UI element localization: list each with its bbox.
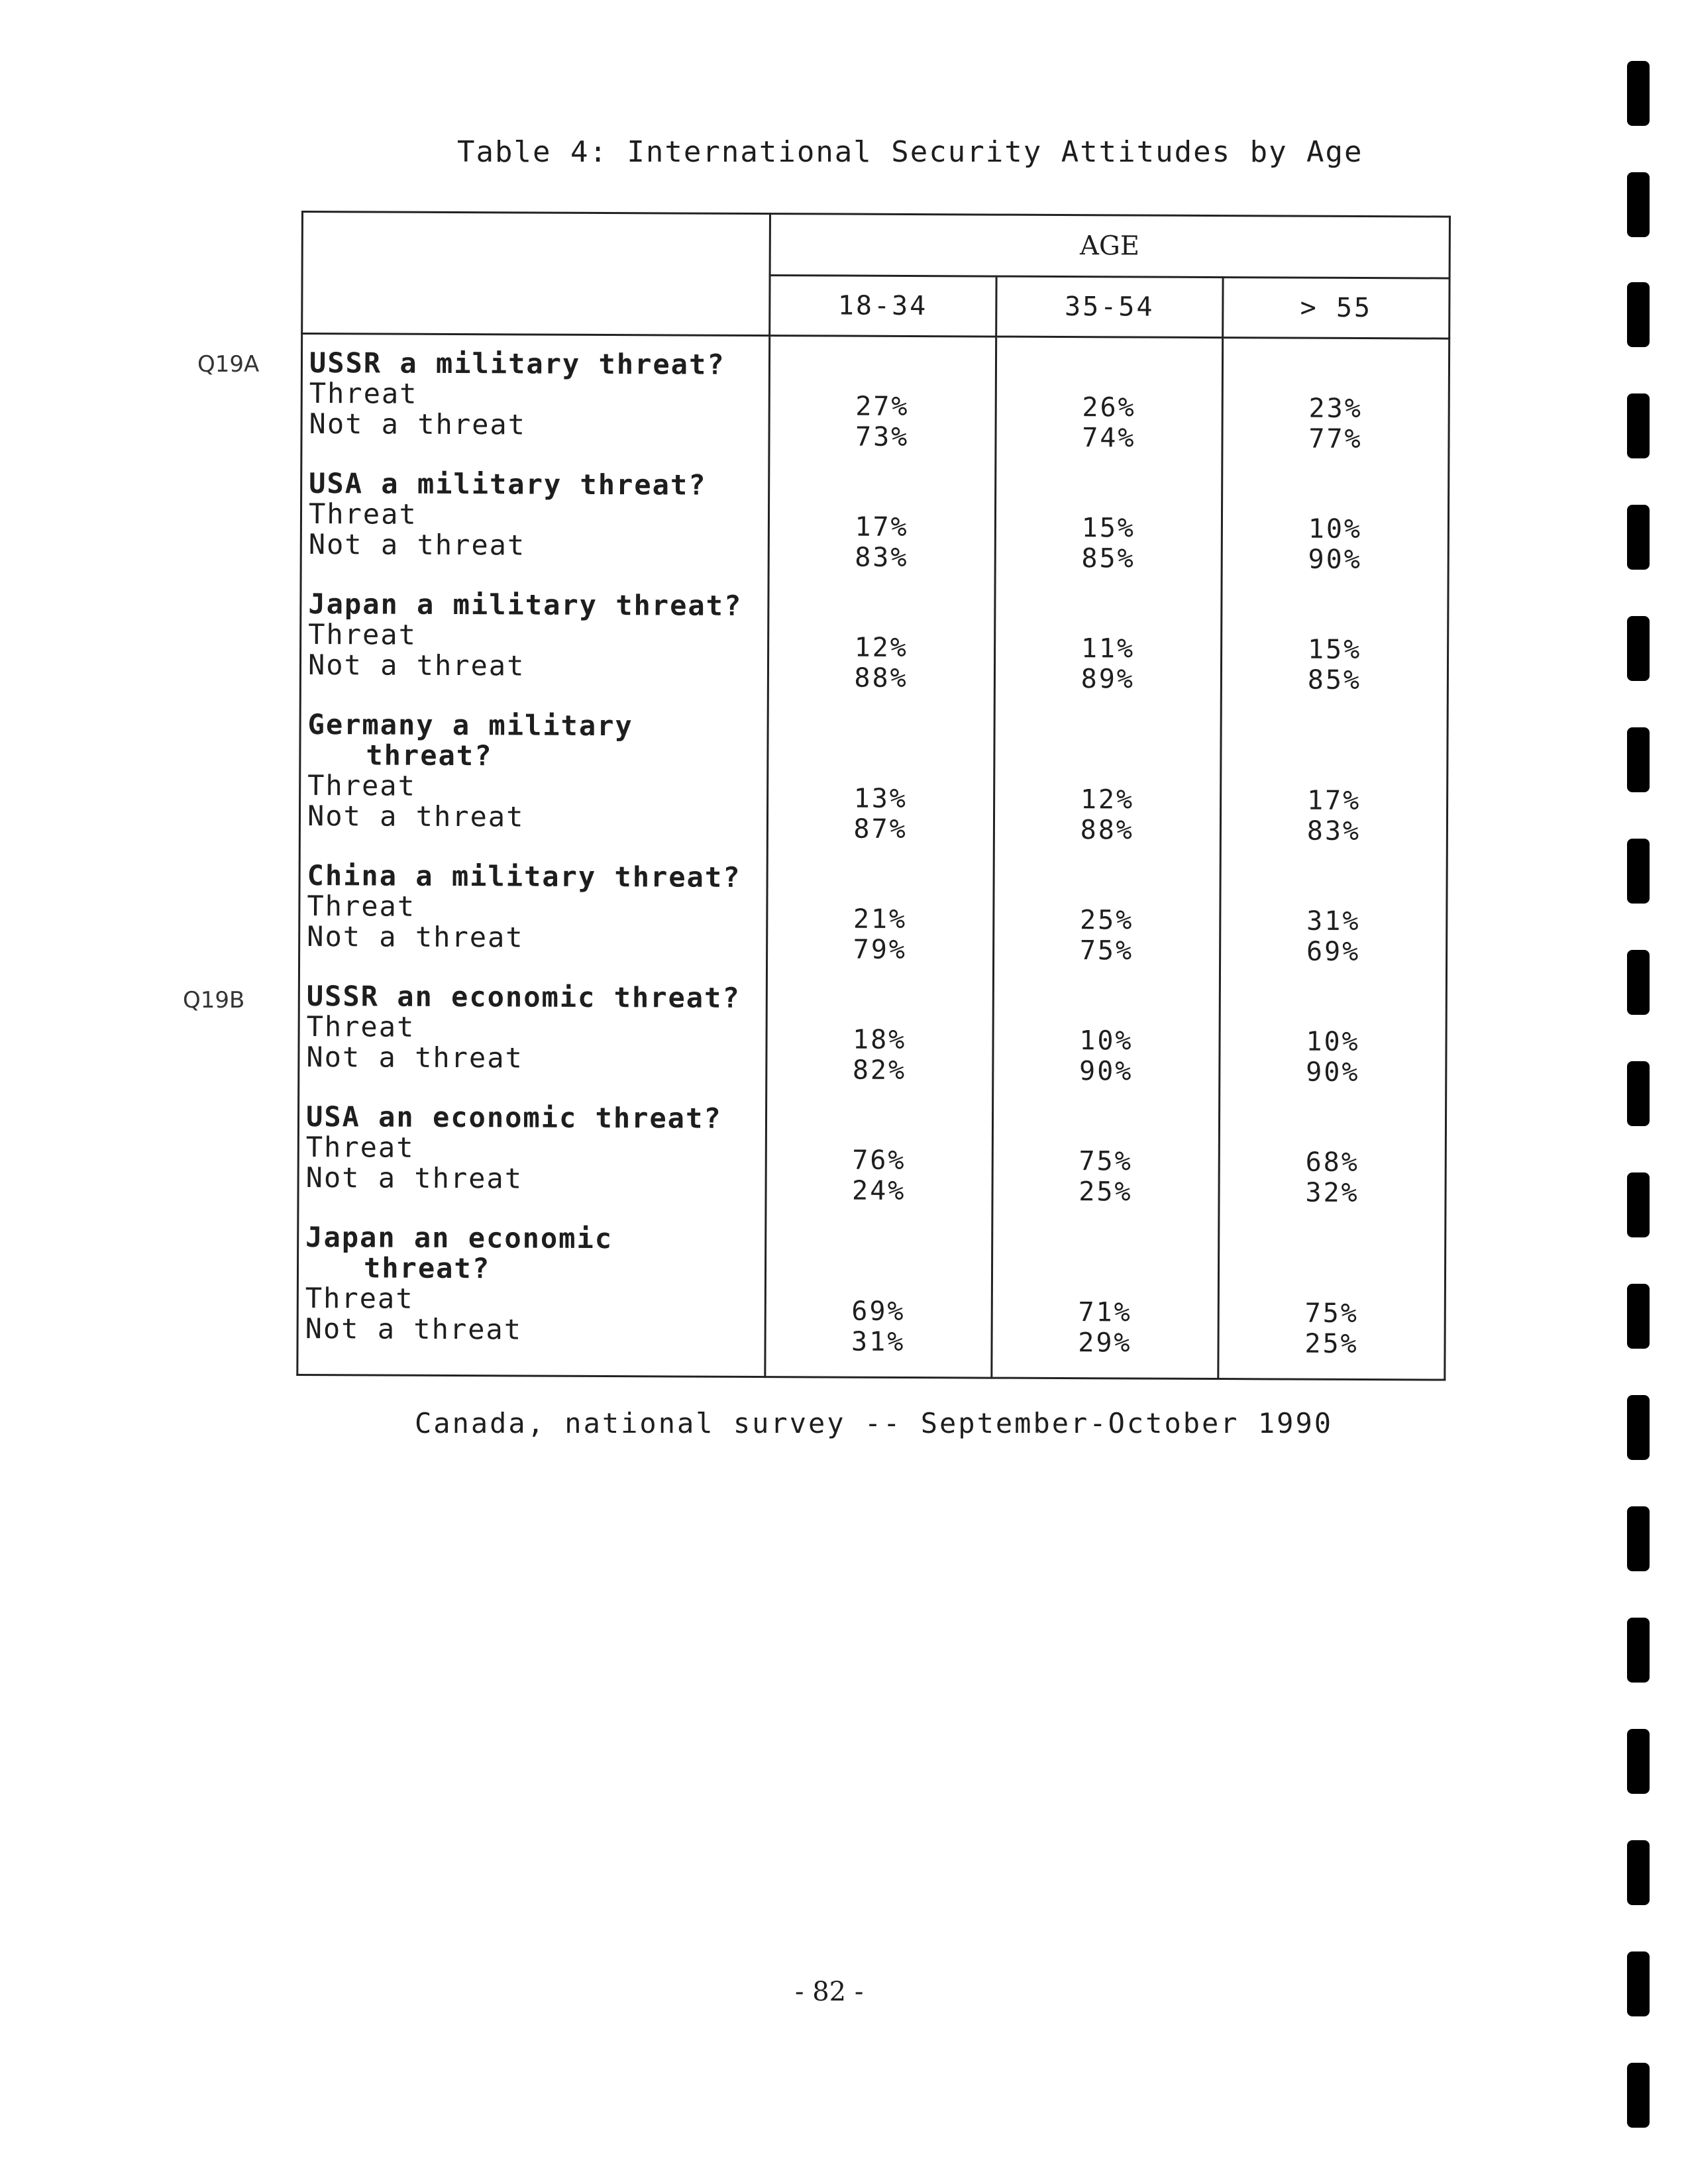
value-group bbox=[995, 713, 1219, 864]
column-header-18-34: 18-34 bbox=[769, 276, 996, 337]
value-group bbox=[766, 1224, 990, 1376]
binding-hole bbox=[1627, 505, 1650, 570]
binding-hole bbox=[1627, 61, 1650, 126]
value-not-threat: 83% bbox=[855, 542, 909, 574]
question-group bbox=[305, 1222, 764, 1375]
age-group-header: AGE bbox=[770, 214, 1450, 278]
value-not-threat: 88% bbox=[854, 662, 908, 694]
question-group bbox=[305, 1102, 764, 1224]
value-not-threat: 75% bbox=[1079, 935, 1134, 966]
binding-hole bbox=[1627, 1729, 1650, 1794]
value-threat: 10% bbox=[1079, 1025, 1133, 1057]
binding-hole bbox=[1627, 282, 1650, 347]
column-header-over-55: > 55 bbox=[1223, 278, 1449, 338]
answer-label-threat: Threat bbox=[308, 618, 417, 651]
value-group bbox=[1220, 1226, 1444, 1378]
value-not-threat: 74% bbox=[1082, 423, 1136, 454]
binding-hole bbox=[1627, 616, 1650, 681]
answer-label-not-threat: Not a threat bbox=[306, 1041, 523, 1074]
value-group bbox=[770, 470, 994, 592]
value-group bbox=[996, 592, 1220, 713]
value-group bbox=[994, 1105, 1218, 1226]
value-threat: 12% bbox=[1080, 784, 1135, 815]
question-text: USSR an economic threat? bbox=[306, 980, 741, 1014]
value-threat: 75% bbox=[1304, 1298, 1359, 1329]
question-text: USA an economic threat? bbox=[305, 1100, 722, 1135]
value-threat: 15% bbox=[1081, 513, 1136, 544]
value-group bbox=[1223, 593, 1447, 714]
value-threat: 71% bbox=[1078, 1297, 1132, 1328]
question-text: China a military threat? bbox=[307, 859, 741, 894]
value-threat: 76% bbox=[852, 1145, 906, 1176]
value-threat: 11% bbox=[1080, 633, 1135, 664]
page-number: - 82 - bbox=[795, 1977, 864, 2007]
value-group bbox=[1222, 864, 1446, 986]
value-group bbox=[768, 862, 992, 984]
binding-hole bbox=[1627, 2063, 1650, 2128]
binding-hole bbox=[1627, 950, 1650, 1015]
answer-label-threat: Threat bbox=[308, 497, 417, 531]
value-threat: 69% bbox=[851, 1296, 906, 1327]
value-not-threat: 69% bbox=[1306, 936, 1361, 967]
answer-label-threat: Threat bbox=[309, 377, 418, 410]
question-labels-column bbox=[297, 334, 769, 1377]
answer-label-not-threat: Not a threat bbox=[305, 1161, 523, 1195]
value-threat: 68% bbox=[1305, 1147, 1359, 1178]
value-group bbox=[1224, 472, 1448, 594]
value-not-threat: 31% bbox=[851, 1326, 906, 1357]
binding-hole bbox=[1627, 1284, 1650, 1349]
binding-hole bbox=[1627, 727, 1650, 792]
value-not-threat: 77% bbox=[1308, 423, 1363, 454]
binding-hole bbox=[1627, 393, 1650, 458]
binding-hole bbox=[1627, 1618, 1650, 1683]
value-threat: 75% bbox=[1079, 1146, 1133, 1177]
value-not-threat: 90% bbox=[1079, 1056, 1133, 1087]
value-threat: 13% bbox=[853, 783, 908, 815]
value-threat: 10% bbox=[1308, 513, 1363, 545]
question-group bbox=[307, 860, 766, 983]
value-group bbox=[1222, 713, 1446, 865]
binding-hole bbox=[1627, 1395, 1650, 1460]
value-not-threat: 90% bbox=[1306, 1057, 1360, 1088]
value-threat: 12% bbox=[854, 632, 909, 664]
value-not-threat: 25% bbox=[1079, 1176, 1133, 1208]
value-group bbox=[1221, 985, 1445, 1106]
values-column-over-55 bbox=[1218, 338, 1449, 1380]
question-group bbox=[309, 468, 768, 591]
column-header-35-54: 35-54 bbox=[996, 276, 1223, 337]
answer-label-threat: Threat bbox=[305, 1131, 415, 1164]
question-code-q19b: Q19B bbox=[183, 987, 245, 1014]
value-not-threat: 79% bbox=[853, 934, 908, 965]
value-not-threat: 25% bbox=[1304, 1328, 1359, 1359]
question-text: Germany a military bbox=[307, 708, 633, 743]
value-threat: 15% bbox=[1307, 634, 1362, 665]
table-title: Table 4: International Security Attitudes by Age bbox=[457, 135, 1363, 169]
question-text: Japan a military threat? bbox=[308, 588, 743, 622]
binding-hole bbox=[1627, 1951, 1650, 2016]
answer-label-threat: Threat bbox=[306, 1010, 415, 1043]
value-not-threat: 73% bbox=[855, 421, 910, 453]
value-not-threat: 32% bbox=[1305, 1177, 1359, 1208]
binding-hole bbox=[1627, 839, 1650, 904]
value-group bbox=[768, 711, 992, 863]
value-group bbox=[767, 1104, 991, 1225]
value-group bbox=[993, 1225, 1217, 1377]
binding-hole bbox=[1627, 1840, 1650, 1905]
value-not-threat: 82% bbox=[852, 1055, 907, 1086]
value-not-threat: 87% bbox=[853, 813, 908, 845]
binding-hole bbox=[1627, 172, 1650, 237]
binding-hole bbox=[1627, 1506, 1650, 1571]
binding-hole bbox=[1627, 1172, 1650, 1237]
question-text-continued: threat? bbox=[363, 1251, 491, 1285]
question-text-continued: threat? bbox=[366, 739, 493, 772]
value-group bbox=[1220, 1106, 1444, 1227]
value-group bbox=[768, 983, 992, 1104]
value-threat: 27% bbox=[855, 391, 910, 423]
value-group bbox=[995, 864, 1219, 985]
binding-hole bbox=[1627, 1061, 1650, 1126]
question-group bbox=[308, 589, 767, 711]
value-not-threat: 29% bbox=[1078, 1327, 1132, 1359]
attitudes-table bbox=[296, 211, 1451, 1381]
value-threat: 26% bbox=[1082, 392, 1136, 423]
table-corner-blank bbox=[302, 212, 770, 336]
value-group bbox=[994, 984, 1218, 1106]
value-not-threat: 88% bbox=[1080, 815, 1135, 846]
answer-label-not-threat: Not a threat bbox=[308, 528, 526, 562]
value-threat: 25% bbox=[1080, 905, 1134, 936]
answer-label-threat: Threat bbox=[305, 1282, 414, 1315]
value-threat: 17% bbox=[855, 511, 909, 543]
value-threat: 31% bbox=[1306, 906, 1361, 937]
question-text: USSR a military threat? bbox=[309, 346, 725, 381]
answer-label-not-threat: Not a threat bbox=[307, 920, 524, 954]
value-not-threat: 90% bbox=[1308, 544, 1362, 575]
values-column-18-34 bbox=[764, 336, 996, 1378]
value-group bbox=[770, 350, 994, 471]
value-threat: 10% bbox=[1306, 1026, 1360, 1057]
value-group bbox=[997, 351, 1221, 472]
value-not-threat: 24% bbox=[851, 1175, 906, 1206]
answer-label-not-threat: Not a threat bbox=[309, 407, 527, 441]
value-threat: 23% bbox=[1308, 393, 1363, 424]
answer-label-not-threat: Not a threat bbox=[305, 1312, 523, 1346]
question-text: Japan an economic bbox=[305, 1221, 613, 1255]
question-group bbox=[307, 709, 767, 862]
value-not-threat: 85% bbox=[1081, 543, 1135, 574]
value-group bbox=[769, 591, 993, 712]
question-code-q19a: Q19A bbox=[197, 351, 260, 378]
survey-source-note: Canada, national survey -- September-October 1990 bbox=[415, 1407, 1334, 1439]
answer-label-not-threat: Not a threat bbox=[307, 649, 525, 682]
value-threat: 21% bbox=[853, 904, 908, 935]
answer-label-threat: Threat bbox=[307, 890, 416, 923]
question-group bbox=[309, 348, 768, 470]
value-group bbox=[1224, 352, 1448, 473]
question-text: USA a military threat? bbox=[309, 467, 707, 501]
values-column-35-54 bbox=[992, 337, 1223, 1378]
answer-label-threat: Threat bbox=[307, 769, 417, 802]
value-not-threat: 85% bbox=[1307, 664, 1362, 696]
answer-label-not-threat: Not a threat bbox=[307, 800, 525, 833]
value-not-threat: 89% bbox=[1080, 664, 1135, 695]
value-group bbox=[996, 472, 1220, 593]
value-threat: 17% bbox=[1306, 785, 1361, 816]
question-group bbox=[306, 981, 765, 1104]
value-not-threat: 83% bbox=[1306, 815, 1361, 847]
value-threat: 18% bbox=[852, 1024, 907, 1055]
